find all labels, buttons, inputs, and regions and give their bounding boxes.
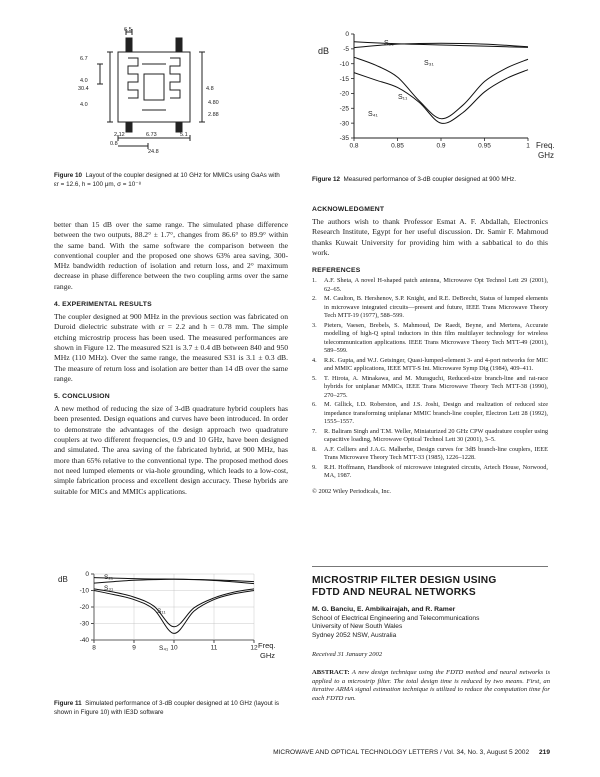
- x-tick-label: 0.9: [436, 142, 446, 150]
- article-divider: [312, 566, 548, 567]
- figure-11-chart: [54, 568, 294, 668]
- reference-item: [312, 446, 548, 463]
- reference-number: 8.: [312, 445, 317, 453]
- figure-10-layout: [76, 24, 254, 159]
- reference-number: 9.: [312, 463, 317, 471]
- dim-label: 6.73: [146, 132, 157, 138]
- dim-label: 4.0: [80, 78, 88, 84]
- curve-label-s11: S₁₁: [157, 608, 166, 615]
- reference-text: A.F. Celliers and J.A.G. Malherbe, Design curves for 3dB branch-line couplers, IEEE Trans Microwave Theory Tech MTT-33 (1985), 1226–1228.: [324, 445, 548, 462]
- reference-text: M. Caulton, B. Hershenov, S.P. Knight, and R.E. DeBrecht, Status of lumped elements in microwave integrated circuits—present and future, IEEE Trans Microwave Theory Tech MTT-19 (1977), 588–599.: [324, 295, 548, 320]
- x-tick-label: 10: [170, 644, 178, 652]
- y-tick-label: 0: [85, 571, 89, 579]
- abstract-label: ABSTRACT:: [312, 669, 350, 677]
- y-axis-label: dB: [58, 575, 68, 584]
- y-tick-label: -25: [339, 105, 349, 113]
- x-axis-label-unit: GHz: [260, 651, 275, 660]
- curve-label-s41: S₄₁: [368, 111, 378, 118]
- x-tick-label: 11: [210, 644, 218, 652]
- y-tick-label: -10: [79, 587, 89, 595]
- reference-item: [312, 464, 548, 481]
- reference-item: [312, 277, 548, 294]
- y-tick-label: 0: [345, 31, 349, 39]
- x-tick-label: 1: [526, 142, 530, 150]
- caption-text: Measured performance of 3-dB coupler designed at 900 MHz.: [343, 176, 517, 183]
- section-4-text: The coupler designed at 900 MHz in the previous section was fabricated on Duroid dielectric substrate with εr = 2.2 and h = 0.78 mm. The simple etching microstrip process has been used. The measured performances are shown in Figure 12. The measured S21 is 3.7 ± 0.4 dB between 840 and 950 MHz (110 MHz). Over the same range, the measured S31 is 3.1 ± 0.3 dB. The measure of return loss and isolation are better than 14 dB over the same range.: [54, 312, 288, 383]
- x-tick-label: 0.85: [391, 142, 404, 150]
- figure-11-caption: [54, 700, 288, 717]
- y-tick-label: -20: [339, 90, 349, 98]
- reference-number: 3.: [312, 321, 317, 329]
- figure-12-chart: [312, 24, 574, 166]
- figure-12-caption: [312, 176, 572, 185]
- copyright: © 2002 Wiley Periodicals, Inc.: [312, 487, 392, 495]
- abstract-text: A new design technique using the FDTD method and neural networks is applied to a microstrip filter. The total design time is reduced by two means. First, an iterative ARMA signal estimation technique is utilized to reduce the computation time for each FDTD run.: [312, 669, 551, 702]
- y-tick-label: -35: [339, 135, 349, 143]
- reference-text: A.F. Sheta, A novel H-shaped patch antenna, Microwave Opt Technol Lett 29 (2001), 62–65.: [324, 277, 548, 293]
- y-tick-label: -20: [79, 604, 89, 612]
- dim-label: 6.7: [80, 56, 88, 62]
- abstract: [312, 669, 550, 703]
- y-tick-label: -30: [79, 620, 89, 628]
- reference-number: 4.: [312, 356, 317, 364]
- article-affiliation: [312, 615, 550, 640]
- affiliation-line: School of Electrical Engineering and Telecommunications: [312, 615, 480, 622]
- dim-label: 30.4: [78, 86, 89, 92]
- reference-number: 1.: [312, 277, 317, 285]
- dim-label: 6.5: [124, 27, 132, 33]
- reference-number: 6.: [312, 401, 317, 409]
- caption-text: Layout of the coupler designed at 10 GHz for MMICs using GaAs with εr = 12.6, h = 100 μm, σ = 10⁻⁸: [54, 172, 280, 188]
- y-tick-label: -5: [343, 46, 349, 54]
- page-footer: [232, 749, 550, 756]
- caption-text: Simulated performance of 3-dB coupler designed at 10 GHz (layout is shown in Figure 10) with IE3D software: [54, 700, 280, 716]
- reference-item: [312, 401, 548, 427]
- reference-number: 5.: [312, 374, 317, 382]
- reference-item: [312, 357, 548, 374]
- caption-label: Figure 12: [312, 176, 340, 183]
- series-line-s41: [354, 70, 528, 124]
- dim-label: 4.0: [80, 102, 88, 108]
- y-tick-label: -30: [339, 120, 349, 128]
- reference-text: Pieters, Vaesen, Brebels, S. Mahmoud, De Raedt, Beyne, and Mertens, Accurate modelling of high-Q spiral inductors in thin film multilayer technology for wireless telecommunication applications. IEEE Trans Microwave Theory Tech MTT-49 (2001), 589–599.: [324, 321, 548, 355]
- references-heading: REFERENCES: [312, 267, 361, 275]
- dim-label: 0.8: [110, 141, 118, 147]
- affiliation-line: University of New South Wales: [312, 623, 403, 631]
- x-axis-label: Freq.: [258, 641, 276, 650]
- reference-item: [312, 322, 548, 356]
- y-tick-label: -15: [339, 75, 349, 83]
- journal-info: MICROWAVE AND OPTICAL TECHNOLOGY LETTERS / Vol. 34, No. 3, August 5 2002: [273, 749, 530, 756]
- y-axis-label: dB: [318, 46, 330, 56]
- reference-item: [312, 295, 548, 321]
- affiliation-line: Sydney 2052 NSW, Australia: [312, 631, 397, 639]
- y-tick-label: -10: [339, 60, 349, 68]
- section-5-heading: 5. CONCLUSION: [54, 393, 110, 401]
- reference-item: [312, 375, 548, 401]
- caption-label: Figure 11: [54, 700, 82, 707]
- article-title-line: MICROSTRIP FILTER DESIGN USING: [312, 575, 497, 586]
- x-axis-label: Freq.: [536, 141, 555, 150]
- reference-text: T. Hirota, A. Minakawa, and M. Muraguchi, Reduced-size branch-line and rat-race hybrids for uniplanar MMICs, IEEE Trans Microwave Theory Tech MTT-38 (1990), 270–275.: [324, 374, 548, 399]
- acknowledgment-text: The authors wish to thank Professor Esmat A. F. Abdallah, Electronics Research Institute, Egypt for her useful discussion. Dr. Samir F. Mahmoud thanks Kuwait University for providing him with a sabbatical to do this work.: [312, 217, 548, 257]
- intro-paragraph: better than 15 dB over the same range. The simulated phase difference between the two outputs, 88.2° ± 1.7°, changes from 86.6° to 89.9° within the same band. With the same software the comparison between the conventional coupler and the proposed one shows 63% area saving, 300-MHz bandwidth reduction of isolation and return loss, and 2° maximum decrease in phase difference between the two coupling arms over the same range.: [54, 220, 288, 291]
- reference-text: M. Gillick, I.D. Roberston, and J.S. Joshi, Design and realization of reduced size impedance transforming uniplanar MMIC branch-line coupler, Electron Lett 28 (1992), 1555–1557.: [324, 401, 548, 426]
- x-axis-label-unit: GHz: [538, 151, 554, 160]
- curve-label-s21: S₂₁: [104, 574, 114, 581]
- x-tick-label: 8: [92, 644, 96, 652]
- dim-label: 2.12: [114, 132, 125, 138]
- y-tick-label: -40: [79, 637, 89, 645]
- x-tick-label: 0.8: [349, 142, 359, 150]
- page-number: 219: [538, 749, 550, 756]
- reference-text: R.K. Gupta, and W.J. Getsinger, Quasi-lumped-element 3- and 4-port networks for MIC and MMIC applications, IEEE MTT-S Int. Microwave Symp Dig (1984), 409–411.: [324, 356, 548, 373]
- article-title-line: FDTD AND NEURAL NETWORKS: [312, 586, 476, 598]
- received-date: Received 31 January 2002: [312, 651, 383, 659]
- dim-label: 5.1: [180, 132, 188, 138]
- reference-text: R.H. Hoffmann, Handbook of microwave integrated circuits, Artech House, Norwood, MA, 1987.: [324, 463, 548, 480]
- x-tick-label: 12: [250, 644, 258, 652]
- reference-text: R. Baliram Singh and T.M. Weller, Miniaturized 20 GHz CPW quadrature coupler using capacitive loading, Microwave Optical Technol Lett 30 (2001), 3–5.: [324, 427, 548, 444]
- article-title: [312, 575, 550, 598]
- figure-10-caption: [54, 172, 284, 189]
- references-list: [312, 277, 548, 481]
- curve-label-s31: S₃₁: [104, 585, 114, 592]
- section-4-heading: 4. EXPERIMENTAL RESULTS: [54, 301, 152, 309]
- curve-label-s21: S₂₁: [384, 40, 394, 47]
- curve-label-s31: S₃₁: [424, 60, 434, 67]
- section-5-text: A new method of reducing the size of 3-dB quadrature hybrid couplers has been presented. Design equations and curves have been introduced. In order to demonstrate the advantages of the design approach two quadrature couplers at two different frequencies, 0.9 and 10 GHz, have been designed and simulated. The area saving of the fabricated hybrid, at 900 MHz, has more than 65% relative to the conventional type. The proposed method does not need lumped elements or via-hole grounding, which leads to a low-cost, simple fabrication process and excellent design accuracy. These hybrids are suitable for MICs and MMICs applications.: [54, 404, 288, 496]
- left-column: [54, 220, 288, 497]
- series-line-s11: [354, 57, 528, 119]
- dim-label: 4.8: [206, 86, 214, 92]
- dim-label: 2.88: [208, 112, 219, 118]
- dim-label: 4.80: [208, 100, 219, 106]
- article-authors: M. G. Banciu, E. Ambikairajah, and R. Ramer: [312, 606, 456, 613]
- reference-item: [312, 428, 548, 445]
- x-tick-label: 9: [132, 644, 136, 652]
- reference-number: 2.: [312, 295, 317, 303]
- dim-label: 24.8: [148, 149, 159, 155]
- x-tick-label: 0.95: [478, 142, 491, 150]
- curve-label-s11: S₁₁: [398, 94, 408, 101]
- curve-label-s41: S₄₁: [159, 645, 169, 652]
- reference-number: 7.: [312, 427, 317, 435]
- right-column: [312, 206, 548, 495]
- caption-label: Figure 10: [54, 172, 82, 179]
- next-article: [312, 575, 550, 704]
- acknowledgment-heading: ACKNOWLEDGMENT: [312, 206, 385, 213]
